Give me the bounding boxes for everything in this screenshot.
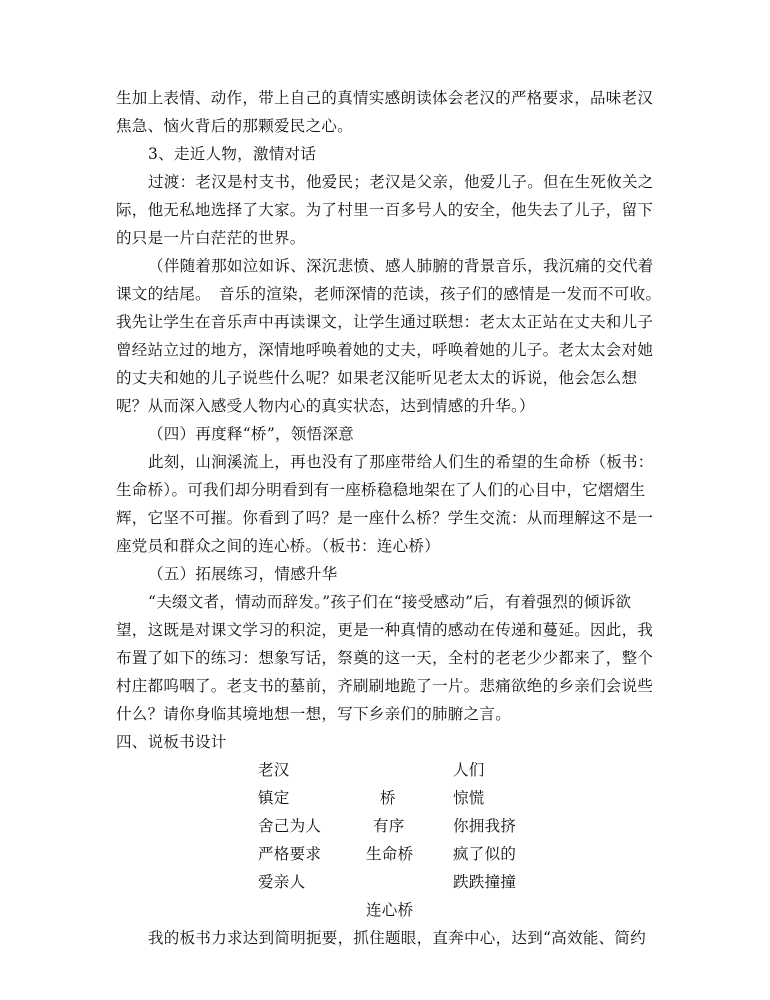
board-left-item: 镇定 [258, 789, 290, 807]
board-middle-item: 生命桥 [366, 845, 414, 863]
section-heading: 四、说板书设计 [116, 733, 227, 751]
board-bottom-item: 连心桥 [366, 901, 414, 919]
paragraph-line: 辉，它坚不可摧。你看到了吗？是一座什么桥？学生交流：从而理解这不是一 [116, 509, 654, 527]
paragraph-line: 生命桥）。可我们却分明看到有一座桥稳稳地架在了人们的心目中，它熠熠生 [116, 481, 646, 499]
section-heading: （五）拓展练习，情感升华 [148, 565, 338, 583]
paragraph-line: 布置了如下的练习：想象写话，祭奠的这一天，全村的老老少少都来了，整个 [116, 649, 654, 667]
paragraph-line: （伴随着那如泣如诉、深沉悲愤、感人肺腑的背景音乐，我沉痛的交代着 [148, 257, 654, 275]
board-right-item: 惊慌 [453, 789, 485, 807]
board-middle-item: 桥 [380, 789, 396, 807]
board-right-item: 你拥我挤 [453, 817, 517, 835]
paragraph-line: 焦急、恼火背后的那颗爱民之心。 [116, 117, 354, 135]
paragraph-line: “夫缀文者，情动而辞发。”孩子们在“接受感动”后，有着强烈的倾诉欲 [148, 593, 632, 611]
section-heading: 3、走近人物，激情对话 [148, 145, 317, 163]
paragraph-line: 过渡：老汉是村支书，他爱民；老汉是父亲，他爱儿子。但在生死攸关之 [148, 173, 654, 191]
paragraph-line: 我的板书力求达到简明扼要，抓住题眼，直奔中心，达到“高效能、简约 [148, 929, 647, 947]
paragraph-line: 我先让学生在音乐声中再读课文，让学生通过联想：老太太正站在丈夫和儿子 [116, 313, 654, 331]
board-left-item: 老汉 [258, 761, 290, 779]
board-right-item: 跌跌撞撞 [453, 873, 517, 891]
paragraph-line: 的只是一片白茫茫的世界。 [116, 229, 306, 247]
board-right-item: 疯了似的 [453, 845, 517, 863]
board-left-item: 舍己为人 [258, 817, 322, 835]
board-left-item: 严格要求 [258, 845, 322, 863]
paragraph-line: 际，他无私地选择了大家。为了村里一百多号人的安全，他失去了儿子，留下 [116, 201, 654, 219]
board-right-item: 人们 [453, 761, 485, 779]
board-left-item: 爱亲人 [258, 873, 306, 891]
board-middle-item: 有序 [373, 817, 405, 835]
paragraph-line: 座党员和群众之间的连心桥。（板书：连心桥） [116, 537, 441, 555]
paragraph-line: 村庄都呜咽了。老支书的墓前，齐刷刷地跪了一片。悲痛欲绝的乡亲们会说些 [116, 677, 654, 695]
paragraph-line: 此刻，山涧溪流上，再也没有了那座带给人们生的希望的生命桥（板书： [148, 453, 654, 471]
paragraph-line: 生加上表情、动作，带上自己的真情实感朗读体会老汉的严格要求，品味老汉 [116, 89, 654, 107]
paragraph-line: 曾经站立过的地方，深情地呼唤着她的丈夫，呼唤着她的儿子。老太太会对她 [116, 341, 654, 359]
paragraph-line: 呢？从而深入感受人物内心的真实状态，达到情感的升华。） [116, 397, 535, 415]
paragraph-line: 什么？请你身临其境地想一想，写下乡亲们的肺腑之言。 [116, 705, 512, 723]
paragraph-line: 的丈夫和她的儿子说些什么呢？如果老汉能听见老太太的诉说，他会怎么想 [116, 369, 638, 387]
section-heading: （四）再度释“桥”，领悟深意 [148, 425, 355, 443]
paragraph-line: 课文的结尾。 音乐的渲染，老师深情的范读，孩子们的感情是一发而不可收。 [116, 285, 662, 303]
paragraph-line: 望，这既是对课文学习的积淀，更是一种真情的感动在传递和蔓延。因此，我 [116, 621, 654, 639]
